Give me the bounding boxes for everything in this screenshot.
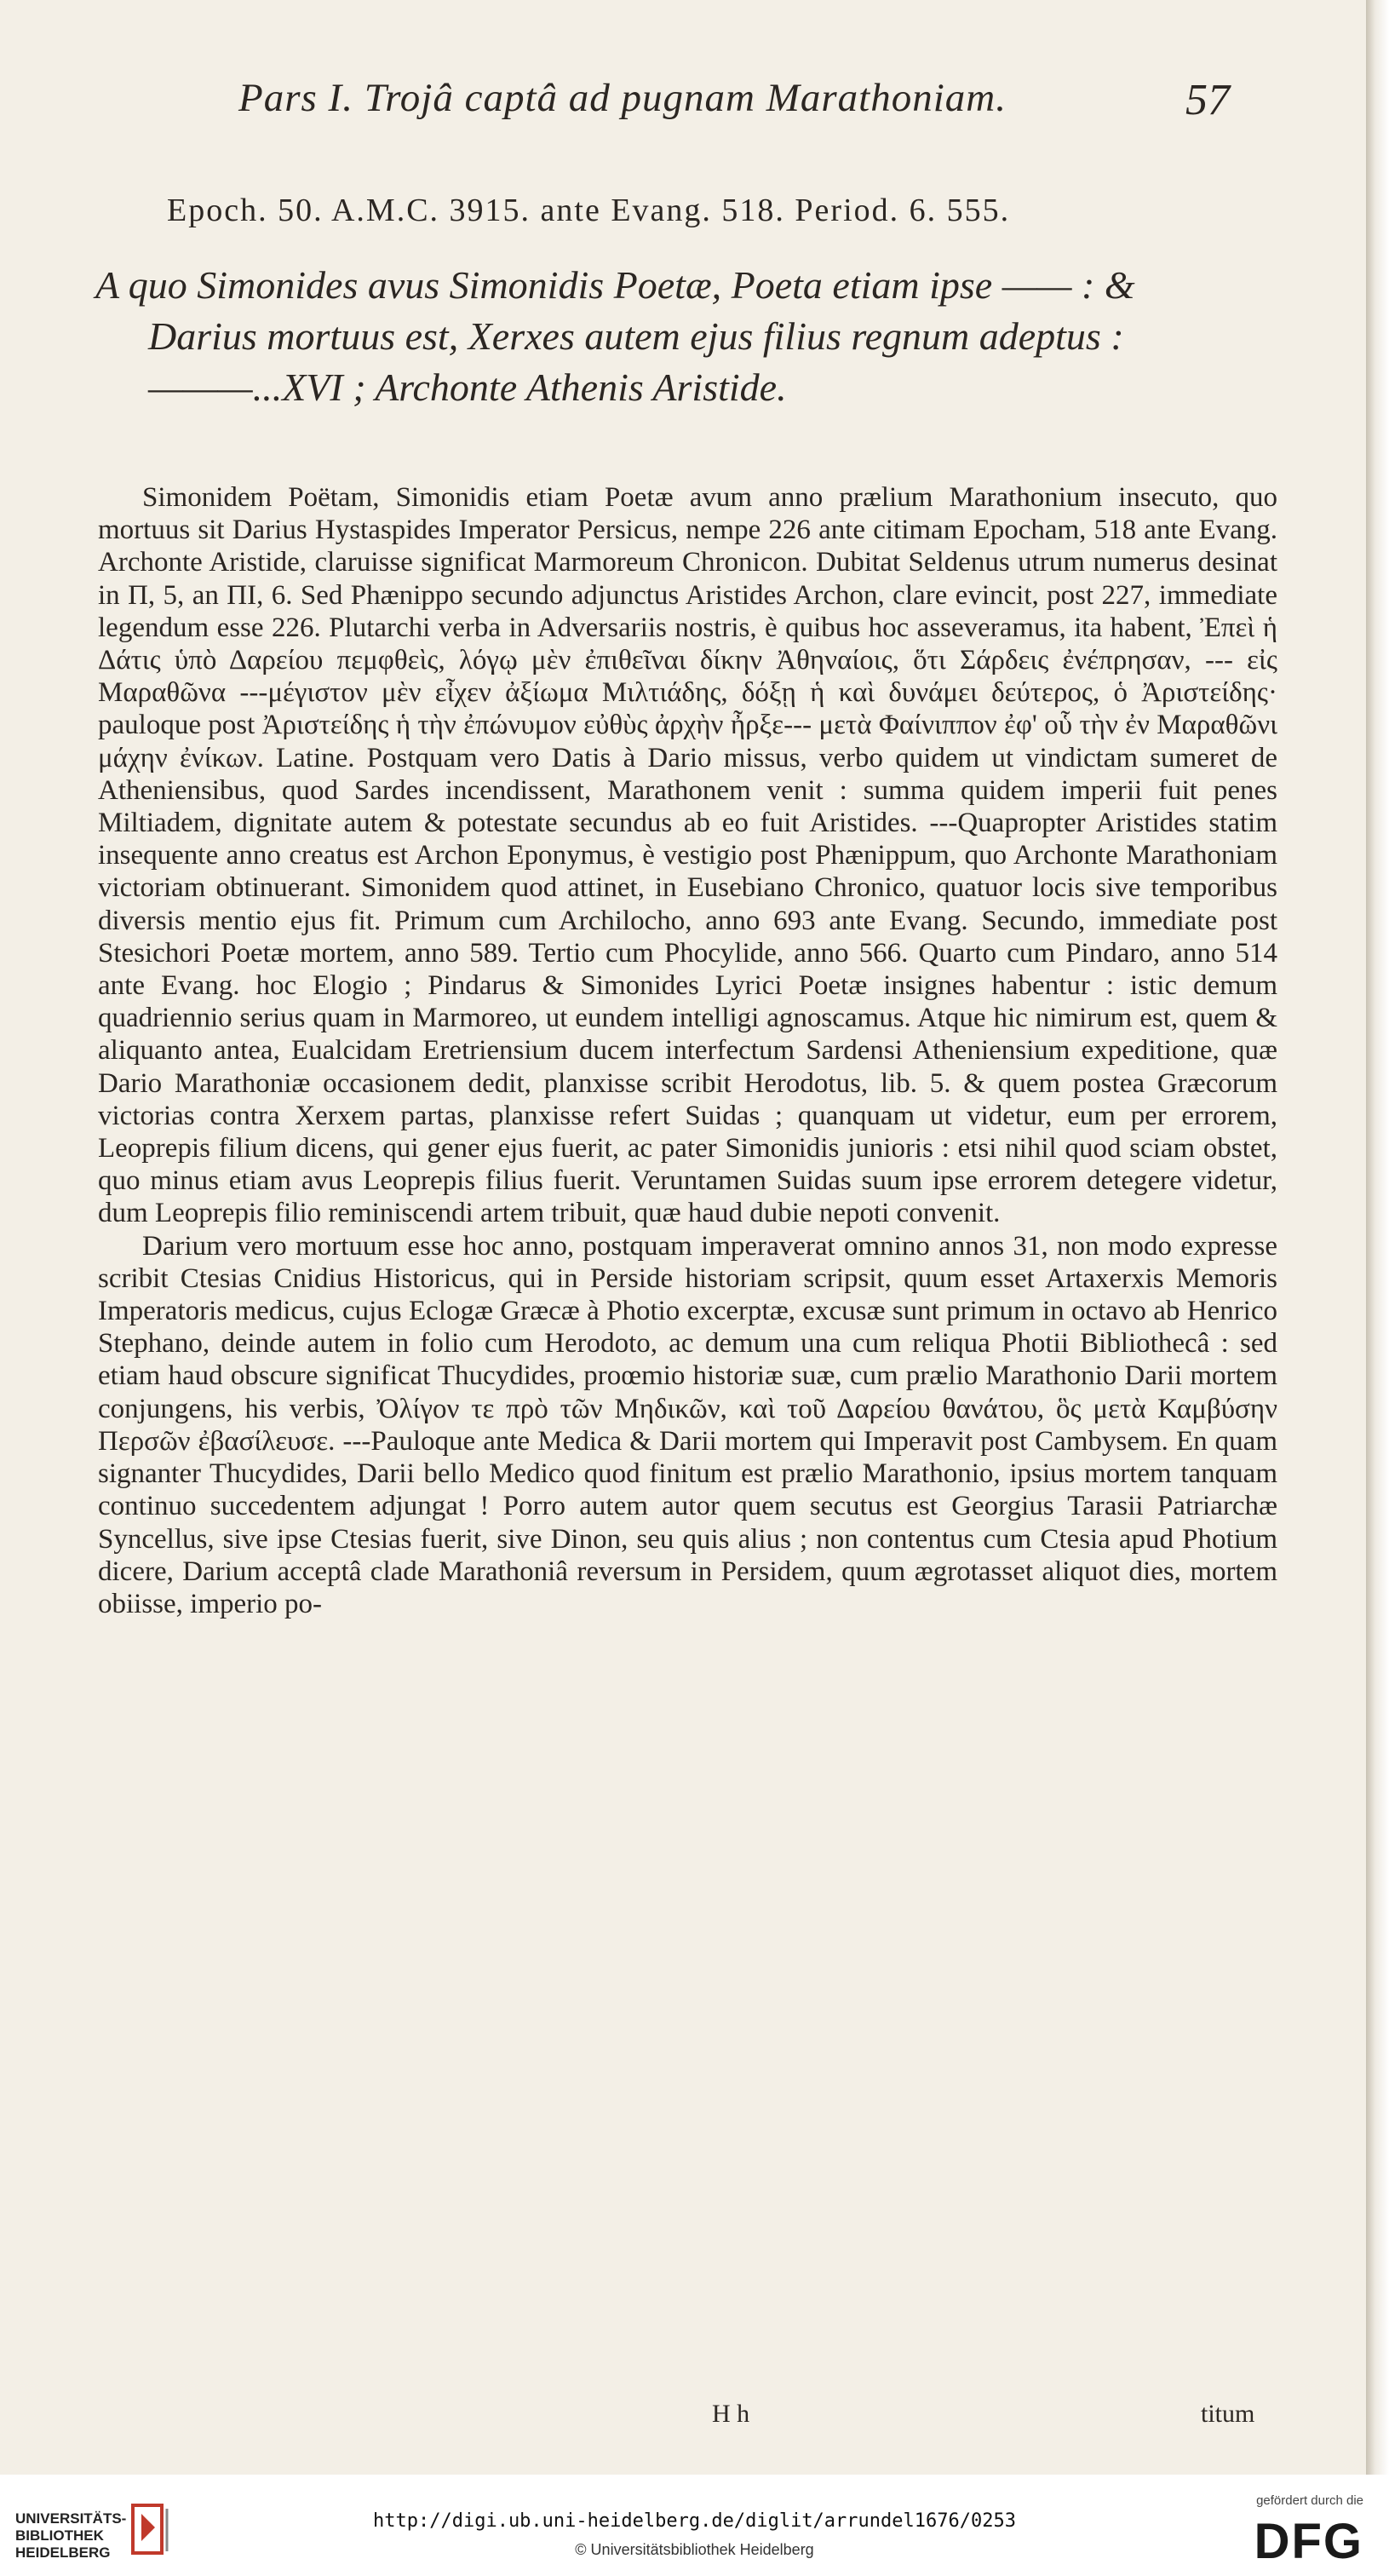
summary-line: ———...XVI ; Archonte Athenis Aristide. <box>148 365 787 409</box>
page-number: 57 <box>1185 76 1230 124</box>
summary-line: A quo Simonides avus Simonidis Poetæ, Poeta etiam ipse —— : & <box>95 263 1135 307</box>
catchword: titum <box>1201 2400 1255 2428</box>
epoch-line: Epoch. 50. A.M.C. 3915. ante Evang. 518. Period. 6. 555. <box>167 193 1011 228</box>
library-line: BIBLIOTHEK <box>15 2527 104 2544</box>
copyright-notice: © Universitätsbibliothek Heidelberg <box>575 2541 814 2558</box>
summary-line: Darius mortuus est, Xerxes autem ejus filius regnum adeptus : <box>148 314 1124 358</box>
permalink-link[interactable]: http://digi.ub.uni-heidelberg.de/diglit/arrundel1676/0253 <box>373 2510 1016 2532</box>
paragraph: Darium vero mortuum esse hoc anno, postquam imperaverat omnino annos 31, non modo expresse scribit Ctesias Cnidius Historicus, qui in Perside historiam scripsit, quum esset Artaxerxis Memoris Imperatoris medicus, cujus Eclogæ Græcæ à Photio excerptæ, excusæ sunt primum in octavo ab Henrico Stephano, deinde autem in folio cum Herodoto, ac demum una cum reliqua Photii Bibliothecâ : sed etiam haud obscure significat Thucydides, proœmio historiæ suæ, cum prælio Marathonio Darii mortem conjungens, his verbis, Ὀλίγον τε πρὸ τῶν Μηδικῶν, καὶ τοῦ Δαρείου θανάτου, ὃς μετὰ Καμβύσην Περσῶν ἐβασίλευσε. ---Pauloque ante Medica & Darii mortem qui Imperavit post Cambysem. En quam signanter Thucydides, Darii bello Medico quod finitum est prælio Marathonio, ipsius mortem tanquam continuo succedentem adjungat ! Porro autem autor quem secutus est Georgius Tarasii Patriarchæ Syncellus, sive ipse Ctesias fuerit, sive Dinon, seu quis alius ; non contentus cum Ctesia apud Photium dicere, Darium acceptâ clade Marathoniâ reversum in Persidem, quum ægrotasset aliquot dies, mortem obiisse, imperio po- <box>98 1230 1277 1619</box>
signature-mark: H h <box>712 2400 750 2428</box>
paragraph: Simonidem Poëtam, Simonidis etiam Poetæ avum anno prælium Marathonium insecuto, quo mortuus sit Darius Hystaspides Imperator Persicus, nempe 226 ante citimam Epocham, 518 ante Evang. Archonte Aristide, claruisse significat Marmoreum Chronicon. Dubitat Seldenus utrum numerus desinat in Π, 5, an ΠΙ, 6. Sed Phænippo secundo adjunctus Aristides Archon, clare evincit, post 227, immediate legendum esse 226. Plutarchi verba in Adversariis nostris, è quibus hoc asseveramus, ita habent, Ἐπεὶ ἡ Δάτις ὑπὸ Δαρείου πεμφθεὶς, λόγῳ μὲν ἐπιθεῖναι δίκην Ἀθηναίοις, ὅτι Σάρδεις ἐνέπρησαν, --- εἰς Μαραθῶνα ---μέγιστον μὲν εἶχεν ἀξίωμα Μιλτιάδης, δόξῃ ἡ καὶ δυνάμει δεύτερος, ὁ Ἀριστείδης· pauloque post Ἀριστείδης ἡ τὴν ἐπώνυμον εὐθὺς ἀρχὴν ἦρξε--- μετὰ Φαίνιππον ἐφ' οὗ τὴν ἐν Μαραθῶνι μάχην ἐνίκων. Latine. Postquam vero Datis à Dario missus, verbo quidem ut vindictam sumeret de Atheniensibus, quod Sardes incendissent, Marathonem venit : summa quidem imperii fuit penes Miltiadem, dignitate autem & potestate secundus ab eo fuit Aristides. ---Quapropter Aristides statim insequente anno creatus est Archon Eponymus, è vestigio post Phænippum, quo Archonte Marathoniam victoriam obtinuerant. Simonidem quod attinet, in Eusebiano Chronico, quatuor locis sive temporibus diversis mentio ejus fit. Primum cum Archilocho, anno 693 ante Evang. Secundo, immediate post Stesichori Poetæ mortem, anno 589. Tertio cum Phocylide, anno 566. Quarto cum Pindaro, anno 514 ante Evang. hoc Elogio ; Pindarus & Simonides Lyrici Poetæ insignes habentur : istic demum quadriennio serius quam in Marmoreo, ut eundem intelligi agnoscamus. Atque hic nimirum est, quem & aliquanto antea, Eualcidam Eretriensium ducem interfectum Sardensi Atheniensium expeditione, quæ Dario Marathoniæ occasionem dedit, planxisse scribit Herodotus, lib. 5. & quem postea Græcorum victorias contra Xerxem partas, planxisse refert Suidas ; quanquam ut videtur, eum per errorem, Leoprepis filium dicens, qui gener ejus fuerit, ac pater Simonidis junioris : etsi nihil quod sciam obstet, quo minus etiam avus Leoprepis filius fuerit. Veruntamen Suidas suum ipse errorem detegere videtur, dum Leoprepis filio reminiscendi artem tribuit, quæ haud dubie nepoti convenit. <box>98 482 1277 1229</box>
funding-note: gefördert durch die <box>1256 2493 1363 2508</box>
page-edge <box>1366 0 1389 2475</box>
summary-block <box>95 260 1271 413</box>
running-title: Pars I. Trojâ captâ ad pugnam Marathoniam. <box>238 76 1007 120</box>
library-line: UNIVERSITÄTS- <box>15 2510 127 2527</box>
body-text <box>98 481 1277 1620</box>
library-line: HEIDELBERG <box>15 2544 111 2561</box>
footer-bar <box>0 2475 1389 2576</box>
dfg-logo-icon: DFG <box>1254 2514 1363 2569</box>
